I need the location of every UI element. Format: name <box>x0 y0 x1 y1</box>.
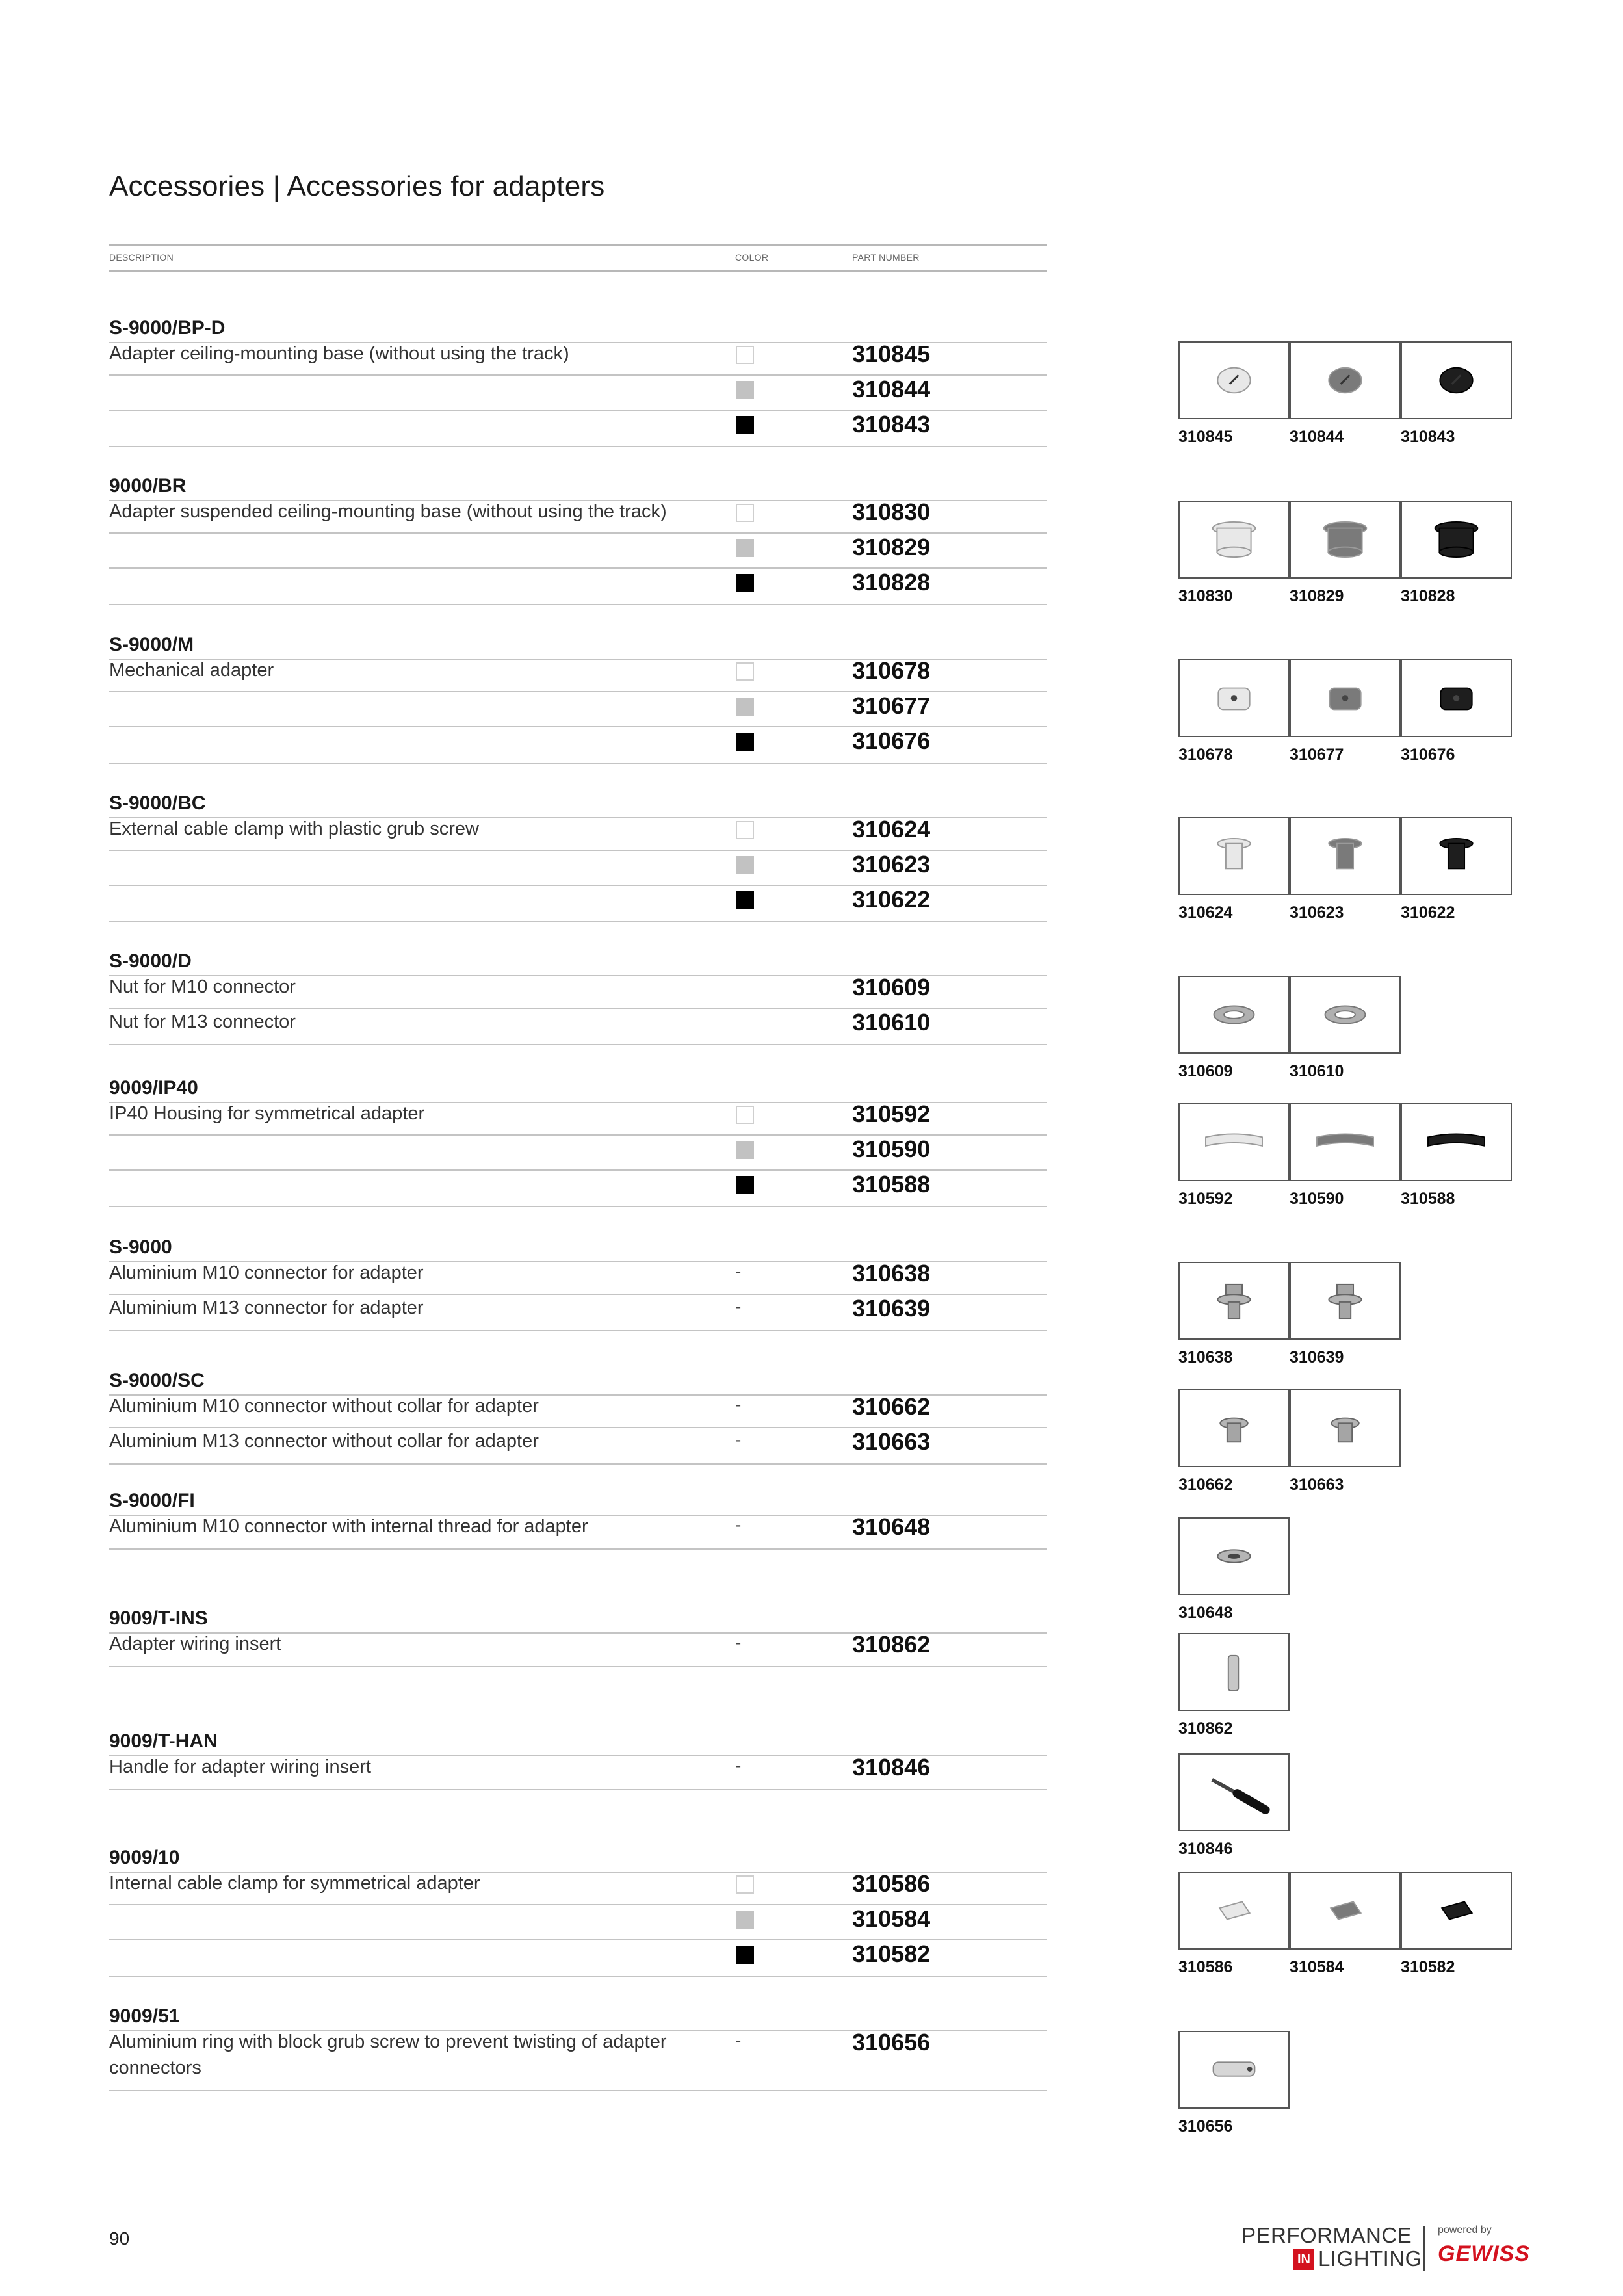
part-number: 310584 <box>852 1905 931 1932</box>
part-number: 310828 <box>852 569 931 595</box>
part-number: 310588 <box>852 1171 931 1197</box>
color-not-applicable: - <box>735 1429 742 1450</box>
section-bottom-rule <box>109 1206 1047 1207</box>
product-image-1 <box>1291 818 1399 894</box>
product-photo-caption: 310846 <box>1178 1840 1233 1858</box>
color-not-applicable: - <box>735 1755 742 1775</box>
section-bottom-rule <box>109 1789 1047 1790</box>
section-bottom-rule <box>109 1548 1047 1550</box>
product-photo <box>1178 1753 1290 1831</box>
product-photo <box>1290 341 1401 419</box>
product-image-2 <box>1402 502 1511 577</box>
product-image-2 <box>1402 818 1511 894</box>
row-description: Nut for M13 connector <box>109 1011 296 1032</box>
product-image-1 <box>1291 1263 1399 1338</box>
section-bottom-rule <box>109 604 1047 605</box>
row-description: Handle for adapter wiring insert <box>109 1756 371 1777</box>
brand-lighting <box>1293 2247 1422 2271</box>
product-photo-caption: 310624 <box>1178 904 1233 922</box>
color-swatch-black <box>736 416 754 434</box>
product-photo-caption: 310662 <box>1178 1476 1233 1494</box>
product-photo <box>1290 659 1401 737</box>
part-number: 310663 <box>852 1428 931 1455</box>
section-title: 9009/10 <box>109 1847 180 1868</box>
color-swatch-white <box>736 504 754 522</box>
part-number: 310656 <box>852 2029 931 2055</box>
part-number: 310676 <box>852 727 931 754</box>
product-photo <box>1178 1633 1290 1711</box>
product-photo-caption: 310830 <box>1178 587 1233 605</box>
row-description: Aluminium ring with block grub screw to prevent twisting of adapter connectors <box>109 2031 667 2078</box>
product-photo <box>1290 1103 1401 1181</box>
color-swatch-black <box>736 891 754 909</box>
product-photo <box>1178 501 1290 579</box>
color-swatch-black <box>736 733 754 751</box>
color-swatch-black <box>736 1176 754 1194</box>
product-photo-caption: 310610 <box>1290 1062 1344 1080</box>
product-photo-caption: 310676 <box>1401 746 1455 764</box>
product-image-0 <box>1180 1873 1288 1948</box>
part-number: 310624 <box>852 816 931 842</box>
section-title: 9009/T-INS <box>109 1608 208 1629</box>
product-photo <box>1290 976 1401 1054</box>
product-photo-caption: 310639 <box>1290 1348 1344 1366</box>
product-photo-caption: 310648 <box>1178 1604 1233 1622</box>
product-photo <box>1401 1103 1512 1181</box>
color-not-applicable: - <box>735 1261 742 1281</box>
product-image-0 <box>1180 977 1288 1052</box>
row-description: IP40 Housing for symmetrical adapter <box>109 1103 425 1124</box>
product-photo <box>1290 1389 1401 1467</box>
product-photo-caption: 310590 <box>1290 1190 1344 1208</box>
part-number: 310592 <box>852 1101 931 1127</box>
product-photo <box>1178 341 1290 419</box>
product-image-1 <box>1291 502 1399 577</box>
row-description: External cable clamp with plastic grub screw <box>109 818 479 839</box>
product-photo <box>1178 976 1290 1054</box>
gewiss-logo: GEWISS <box>1438 2241 1531 2266</box>
product-photo-caption: 310638 <box>1178 1348 1233 1366</box>
product-image-1 <box>1291 977 1399 1052</box>
part-number: 310590 <box>852 1136 931 1162</box>
brand-divider <box>1423 2226 1425 2271</box>
color-swatch-grey <box>736 381 754 399</box>
row-description: Aluminium M10 connector with internal thread for adapter <box>109 1516 588 1537</box>
product-image-0 <box>1180 660 1288 736</box>
product-photo <box>1178 1872 1290 1950</box>
color-not-applicable: - <box>735 2030 742 2050</box>
product-photo <box>1290 1872 1401 1950</box>
product-photo-caption: 310663 <box>1290 1476 1344 1494</box>
product-image-0 <box>1180 1634 1288 1710</box>
product-photo-caption: 310609 <box>1178 1062 1233 1080</box>
column-header-description: DESCRIPTION <box>109 252 174 263</box>
section-bottom-rule <box>109 921 1047 922</box>
section-title: S-9000/SC <box>109 1370 205 1391</box>
product-photo <box>1290 1262 1401 1340</box>
color-swatch-grey <box>736 698 754 716</box>
row-description: Adapter wiring insert <box>109 1634 281 1654</box>
product-photo <box>1178 2031 1290 2109</box>
section-title: S-9000/M <box>109 634 194 655</box>
header-bottom-rule <box>109 270 1047 272</box>
product-photo <box>1290 817 1401 895</box>
part-number: 310638 <box>852 1260 931 1286</box>
color-swatch-white <box>736 1875 754 1894</box>
product-photo <box>1401 341 1512 419</box>
section-title: S-9000/BC <box>109 792 206 814</box>
part-number: 310830 <box>852 499 931 525</box>
product-image-0 <box>1180 818 1288 894</box>
part-number: 310623 <box>852 851 931 878</box>
product-photo <box>1401 817 1512 895</box>
section-bottom-rule <box>109 1044 1047 1045</box>
part-number: 310846 <box>852 1754 931 1781</box>
product-photo <box>1178 1262 1290 1340</box>
part-number: 310829 <box>852 534 931 560</box>
row-description: Mechanical adapter <box>109 660 274 681</box>
product-image-0 <box>1180 1263 1288 1338</box>
color-swatch-white <box>736 662 754 681</box>
part-number: 310609 <box>852 974 931 1000</box>
brand-in-badge: IN <box>1293 2249 1314 2270</box>
product-photo <box>1178 1103 1290 1181</box>
section-title: S-9000 <box>109 1236 172 1258</box>
color-swatch-grey <box>736 1911 754 1929</box>
part-number: 310648 <box>852 1513 931 1540</box>
product-photo-caption: 310584 <box>1290 1958 1344 1976</box>
product-photo-caption: 310843 <box>1401 428 1455 446</box>
product-image-0 <box>1180 1390 1288 1466</box>
product-photo <box>1178 659 1290 737</box>
powered-by-label: powered by <box>1438 2224 1492 2236</box>
section-title: S-9000/BP-D <box>109 317 226 339</box>
part-number: 310678 <box>852 657 931 684</box>
product-image-1 <box>1291 1104 1399 1180</box>
row-description: Aluminium M10 connector for adapter <box>109 1262 424 1283</box>
product-image-2 <box>1402 660 1511 736</box>
product-image-0 <box>1180 1519 1288 1594</box>
section-bottom-rule <box>109 1666 1047 1667</box>
product-photo <box>1178 1517 1290 1595</box>
section-bottom-rule <box>109 763 1047 764</box>
row-description: Internal cable clamp for symmetrical adapter <box>109 1873 480 1894</box>
product-image-1 <box>1291 660 1399 736</box>
product-image-0 <box>1180 1104 1288 1180</box>
color-swatch-grey <box>736 539 754 557</box>
product-photo-caption: 310656 <box>1178 2117 1233 2135</box>
product-image-0 <box>1180 343 1288 418</box>
product-image-2 <box>1402 1104 1511 1180</box>
section-bottom-rule <box>109 1330 1047 1331</box>
part-number: 310662 <box>852 1393 931 1420</box>
section-bottom-rule <box>109 1463 1047 1465</box>
product-image-2 <box>1402 1873 1511 1948</box>
product-photo-caption: 310862 <box>1178 1719 1233 1738</box>
product-photo <box>1401 659 1512 737</box>
product-photo-caption: 310845 <box>1178 428 1233 446</box>
product-photo-caption: 310582 <box>1401 1958 1455 1976</box>
product-photo-caption: 310586 <box>1178 1958 1233 1976</box>
color-swatch-white <box>736 346 754 364</box>
color-not-applicable: - <box>735 1632 742 1652</box>
product-image-0 <box>1180 2032 1288 2107</box>
part-number: 310677 <box>852 692 931 719</box>
brand-lighting-text: LIGHTING <box>1318 2247 1422 2271</box>
row-description: Aluminium M10 connector without collar for adapter <box>109 1396 539 1416</box>
part-number: 310844 <box>852 376 931 402</box>
section-bottom-rule <box>109 1976 1047 1977</box>
product-image-1 <box>1291 1873 1399 1948</box>
header-top-rule <box>109 244 1047 246</box>
product-photo-caption: 310678 <box>1178 746 1233 764</box>
row-description: Aluminium M13 connector for adapter <box>109 1298 424 1318</box>
color-not-applicable: - <box>735 1394 742 1415</box>
part-number: 310639 <box>852 1295 931 1322</box>
product-photo-caption: 310828 <box>1401 587 1455 605</box>
product-photo-caption: 310592 <box>1178 1190 1233 1208</box>
row-description: Adapter ceiling-mounting base (without using the track) <box>109 343 569 364</box>
color-swatch-grey <box>736 1141 754 1159</box>
product-photo-caption: 310677 <box>1290 746 1344 764</box>
color-not-applicable: - <box>735 1296 742 1316</box>
section-bottom-rule <box>109 2090 1047 2091</box>
part-number: 310843 <box>852 411 931 437</box>
part-number: 310610 <box>852 1009 931 1036</box>
product-photo-caption: 310829 <box>1290 587 1344 605</box>
section-title: 9009/51 <box>109 2005 180 2027</box>
section-title: 9009/IP40 <box>109 1077 198 1099</box>
part-number: 310582 <box>852 1940 931 1967</box>
page-number: 90 <box>109 2228 130 2249</box>
product-image-2 <box>1402 343 1511 418</box>
product-photo <box>1290 501 1401 579</box>
section-bottom-rule <box>109 446 1047 447</box>
product-photo <box>1401 1872 1512 1950</box>
row-description: Nut for M10 connector <box>109 976 296 997</box>
product-image-0 <box>1180 502 1288 577</box>
product-image-0 <box>1180 1755 1288 1830</box>
product-photo-caption: 310844 <box>1290 428 1344 446</box>
row-description: Adapter suspended ceiling-mounting base (without using the track) <box>109 501 667 522</box>
product-image-1 <box>1291 1390 1399 1466</box>
color-swatch-black <box>736 1946 754 1964</box>
section-title: 9009/T-HAN <box>109 1730 218 1752</box>
part-number: 310622 <box>852 886 931 913</box>
color-swatch-grey <box>736 856 754 874</box>
section-title: S-9000/D <box>109 950 192 972</box>
color-swatch-white <box>736 1106 754 1124</box>
color-not-applicable: - <box>735 1515 742 1535</box>
page-title: Accessories | Accessories for adapters <box>109 170 605 202</box>
section-title: S-9000/FI <box>109 1490 195 1511</box>
section-title: 9000/BR <box>109 475 187 497</box>
brand-performance: PERFORMANCE <box>1241 2223 1412 2247</box>
column-header-part-number: PART NUMBER <box>852 252 920 263</box>
color-swatch-white <box>736 821 754 839</box>
product-photo <box>1178 1389 1290 1467</box>
column-header-color: COLOR <box>735 252 769 263</box>
product-photo-caption: 310622 <box>1401 904 1455 922</box>
part-number: 310845 <box>852 341 931 367</box>
product-photo-caption: 310623 <box>1290 904 1344 922</box>
product-image-1 <box>1291 343 1399 418</box>
product-photo <box>1401 501 1512 579</box>
color-swatch-black <box>736 574 754 592</box>
row-description: Aluminium M13 connector without collar for adapter <box>109 1431 539 1452</box>
part-number: 310586 <box>852 1870 931 1897</box>
product-photo <box>1178 817 1290 895</box>
part-number: 310862 <box>852 1631 931 1658</box>
product-photo-caption: 310588 <box>1401 1190 1455 1208</box>
